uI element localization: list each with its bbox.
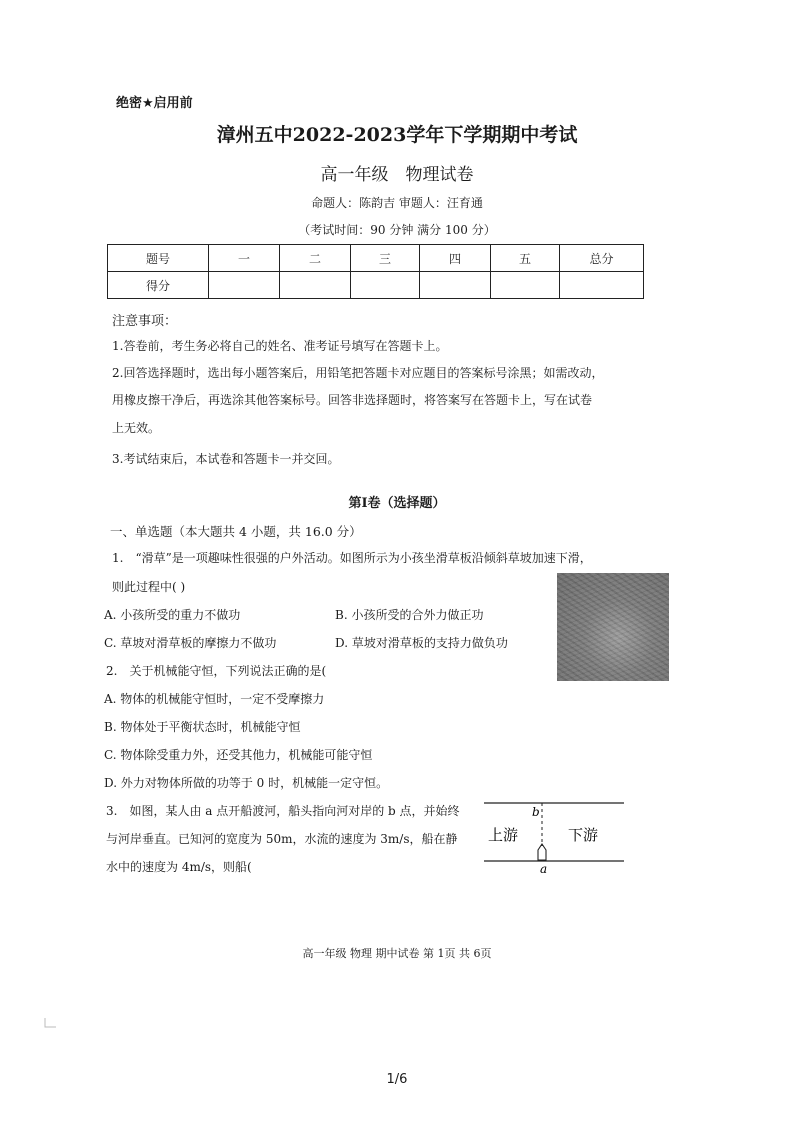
score-cell[interactable] xyxy=(420,272,491,299)
note-line: 2.回答选择题时，选出每小题答案后，用铅笔把答题卡对应题目的答案标号涂黑；如需改动， xyxy=(112,366,604,380)
score-table-header-cell: 总分 xyxy=(560,245,644,272)
note-line: 3.考试结束后，本试卷和答题卡一并交回。 xyxy=(112,452,340,466)
upstream-label: 上游 xyxy=(488,826,519,844)
q2-option-b: B. 物体处于平衡状态时，机械能守恒 xyxy=(104,720,301,734)
score-cell[interactable] xyxy=(560,272,644,299)
exam-authors: 命题人：陈韵吉 审题人：汪育通 xyxy=(311,196,483,210)
q1-stem-line: 1. “滑草”是一项趣味性很强的户外活动。如图所示为小孩坐滑草板沿倾斜草坡加速下滑， xyxy=(112,551,592,565)
q1-option-b: B. 小孩所受的合外力做正功 xyxy=(335,608,484,622)
score-table-header-cell: 一 xyxy=(209,245,280,272)
exam-subtitle: 高一年级 物理试卷 xyxy=(320,165,474,185)
note-line: 1.答卷前，考生务必将自己的姓名、准考证号填写在答题卡上。 xyxy=(112,339,448,353)
q3-stem-line: 水中的速度为 4m/s，则船( xyxy=(106,860,252,874)
page-footer: 高一年级 物理 期中试卷 第 1页 共 6页 xyxy=(302,947,492,960)
score-cell[interactable] xyxy=(209,272,280,299)
river-crossing-diagram xyxy=(484,796,624,876)
corner-mark-icon xyxy=(43,1016,59,1030)
score-table-header-cell: 五 xyxy=(491,245,560,272)
score-cell[interactable] xyxy=(351,272,420,299)
section-title: 第Ⅰ卷（选择题） xyxy=(348,496,446,511)
downstream-label: 下游 xyxy=(568,826,599,844)
score-table-header-cell: 题号 xyxy=(108,245,209,272)
score-table-header-cell: 二 xyxy=(280,245,351,272)
grass-sliding-photo xyxy=(557,573,669,681)
score-table-header-row xyxy=(108,245,644,272)
score-row-label: 得分 xyxy=(108,272,209,299)
point-a-label: a xyxy=(540,862,548,876)
q1-option-a: A. 小孩所受的重力不做功 xyxy=(104,608,241,622)
q1-stem-line: 则此过程中( ) xyxy=(112,580,186,594)
score-table-score-row xyxy=(108,272,644,299)
exam-title: 漳州五中2022-2023学年下学期期中考试 xyxy=(216,124,578,146)
score-table xyxy=(107,244,644,299)
exam-time-info: （考试时间：90 分钟 满分 100 分） xyxy=(298,223,496,237)
q1-option-c: C. 草坡对滑草板的摩擦力不做功 xyxy=(104,636,277,650)
score-cell[interactable] xyxy=(280,272,351,299)
page-indicator: 1/6 xyxy=(386,1072,408,1087)
point-b-label: b xyxy=(532,805,540,819)
q1-option-d: D. 草坡对滑草板的支持力做负功 xyxy=(335,636,508,650)
note-line: 上无效。 xyxy=(112,421,161,435)
section-heading: 一、单选题（本大题共 4 小题，共 16.0 分） xyxy=(110,524,362,539)
score-cell[interactable] xyxy=(491,272,560,299)
boat-icon xyxy=(538,844,546,860)
notes-heading: 注意事项： xyxy=(112,314,178,329)
q3-stem-line: 与河岸垂直。已知河的宽度为 50m，水流的速度为 3m/s，船在静 xyxy=(106,832,458,846)
q3-stem-line: 3. 如图，某人由 a 点开船渡河，船头指向河对岸的 b 点，并始终 xyxy=(106,804,460,818)
q2-option-a: A. 物体的机械能守恒时，一定不受摩擦力 xyxy=(104,692,325,706)
score-table-header-cell: 三 xyxy=(351,245,420,272)
confidential-mark: 绝密★启用前 xyxy=(116,96,193,111)
q2-option-d: D. 外力对物体所做的功等于 0 时，机械能一定守恒。 xyxy=(104,776,389,790)
score-table-header-cell: 四 xyxy=(420,245,491,272)
q2-option-c: C. 物体除受重力外，还受其他力，机械能可能守恒 xyxy=(104,748,373,762)
q2-stem: 2. 关于机械能守恒，下列说法正确的是( xyxy=(106,664,327,678)
note-line: 用橡皮擦干净后，再选涂其他答案标号。回答非选择题时，将答案写在答题卡上，写在试卷 xyxy=(112,393,593,407)
